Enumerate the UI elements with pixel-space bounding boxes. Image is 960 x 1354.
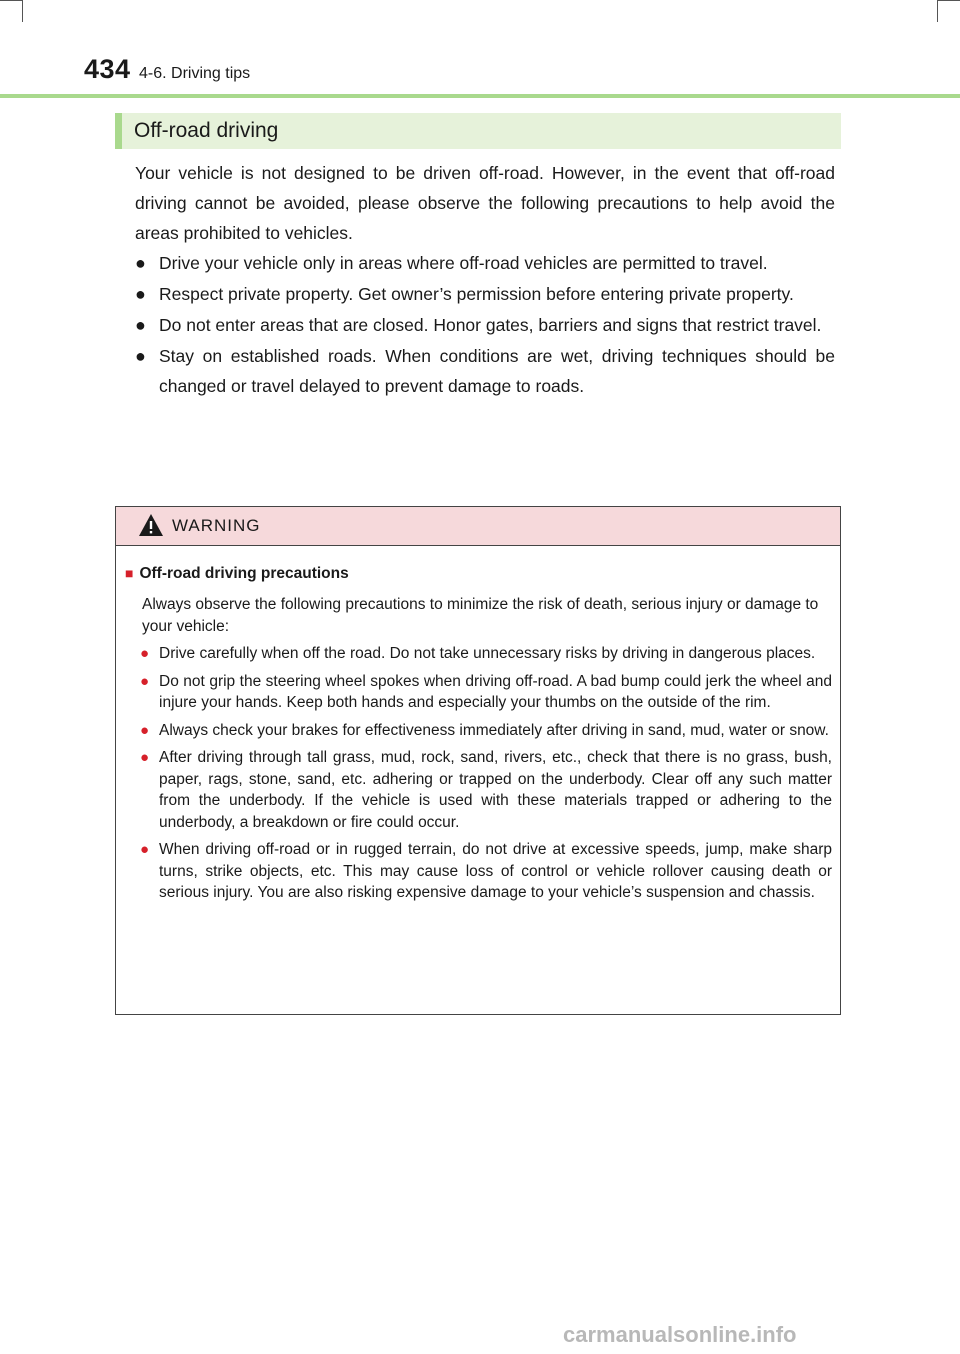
- list-item-text: When driving off-road or in rugged terrain, do not drive at excessive speeds, jump, make sharp turns, strike objects, etc. This may cause loss of control or vehicle rollover causing death or serious injury. You are also risking expensive damage to your vehicle’s suspension and chassis.: [159, 841, 832, 901]
- list-item-text: Respect private property. Get owner’s permission before entering private property.: [159, 284, 794, 304]
- warning-intro: Always observe the following precautions to minimize the risk of death, serious injury or damage to your vehicle:: [142, 596, 819, 635]
- section-title: Off-road driving: [134, 119, 279, 142]
- section-heading: [115, 113, 841, 149]
- list-item: [135, 341, 835, 401]
- bullet-icon: ●: [135, 346, 146, 366]
- page-header: [0, 0, 960, 100]
- precaution-list: [135, 248, 835, 402]
- warning-box: [115, 506, 841, 1015]
- list-item-text: Drive your vehicle only in areas where off-road vehicles are permitted to travel.: [159, 253, 768, 273]
- list-item: [135, 248, 835, 278]
- list-item: [140, 643, 832, 665]
- list-item: [140, 839, 832, 904]
- list-item: [140, 747, 832, 833]
- red-bullet-icon: ●: [140, 749, 150, 766]
- red-bullet-icon: ●: [140, 841, 150, 858]
- warning-subheading-text: Off-road driving precautions: [139, 565, 349, 582]
- warning-label: WARNING: [172, 516, 261, 535]
- list-item: [140, 671, 832, 714]
- list-item-text: After driving through tall grass, mud, rock, sand, rivers, etc., check that there is no grass, bush, paper, rags, stone, sand, etc. adhering or trapped on the underbody. Clear off any such matter from the underbody. If the vehicle is used with these materials trapped or adhering to the underbody, a breakdown or fire could occur.: [159, 749, 832, 831]
- warning-triangle-icon: [138, 513, 164, 537]
- warning-header: [116, 507, 840, 546]
- red-bullet-icon: ●: [140, 645, 150, 662]
- red-square-icon: ■: [125, 565, 134, 581]
- list-item: [135, 279, 835, 309]
- list-item-text: Stay on established roads. When conditions are wet, driving techniques should be changed or travel delayed to prevent damage to roads.: [159, 346, 835, 396]
- list-item-text: Always check your brakes for effectiveness immediately after driving in sand, mud, water or snow.: [159, 721, 829, 739]
- red-bullet-icon: ●: [140, 721, 150, 739]
- list-item: [140, 720, 832, 742]
- warning-subheading: [125, 565, 349, 583]
- bullet-icon: ●: [135, 284, 146, 304]
- list-item: [135, 310, 835, 340]
- bullet-icon: ●: [135, 253, 146, 273]
- list-item-text: Do not enter areas that are closed. Honor gates, barriers and signs that restrict travel.: [159, 315, 822, 335]
- list-item-text: Drive carefully when off the road. Do not take unnecessary risks by driving in dangerous places.: [159, 645, 816, 662]
- bullet-icon: ●: [135, 315, 146, 335]
- header-divider: [0, 94, 960, 98]
- warning-list: [140, 643, 832, 910]
- list-item-text: Do not grip the steering wheel spokes when driving off-road. A bad bump could jerk the wheel and injure your hands. Keep both hands and especially your thumbs on the outside of the rim.: [159, 672, 832, 711]
- page-number: 434: [84, 54, 131, 84]
- section-intro: Your vehicle is not designed to be driven off-road. However, in the event that off-road driving cannot be avoided, please observe the following precautions to help avoid the areas prohibited to vehicles.: [135, 163, 835, 243]
- watermark: carmanualsonline.info: [563, 1322, 797, 1347]
- section-reference: 4-6. Driving tips: [139, 65, 251, 82]
- red-bullet-icon: ●: [140, 672, 150, 690]
- heading-accent-bar: [115, 113, 122, 149]
